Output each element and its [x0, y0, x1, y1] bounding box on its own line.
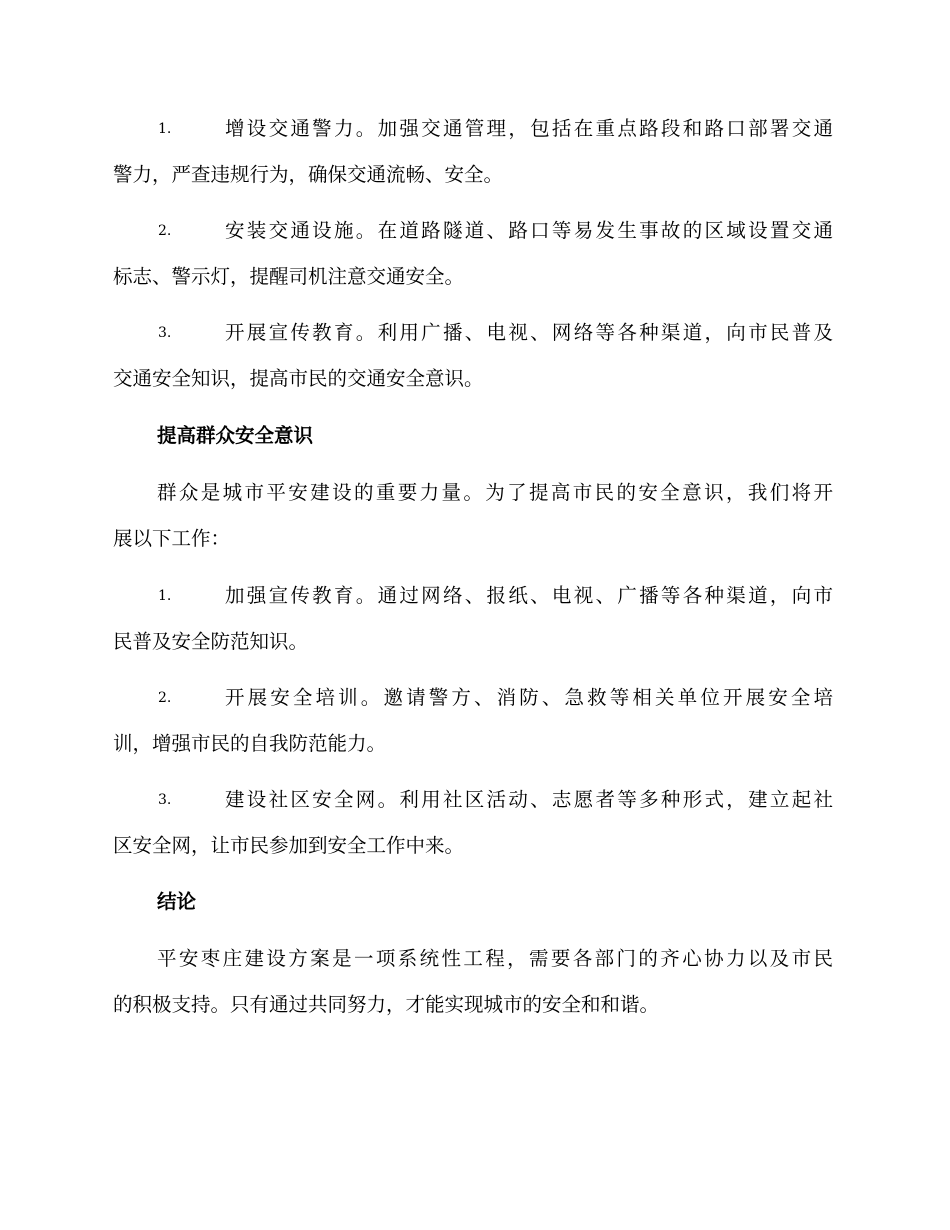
list-item-text-line2: 警力，严查违规行为，确保交通流畅、安全。 [113, 163, 504, 186]
list-number: 3. [158, 792, 172, 808]
list-item-text-line2: 区安全网，让市民参加到安全工作中来。 [113, 834, 465, 857]
paragraph-line1: 平安枣庄建设方案是一项系统性工程，需要各部门的齐心协力以及市民 [157, 947, 833, 970]
list-item-text-line2: 训，增强市民的自我防范能力。 [113, 732, 387, 755]
list-item-text-line2: 民普及安全防范知识。 [113, 630, 309, 653]
list-item-text-line2: 交通安全知识，提高市民的交通安全意识。 [113, 367, 484, 390]
list-number: 1. [158, 588, 172, 604]
list-number: 2. [158, 690, 172, 706]
paragraph-line2: 展以下工作： [113, 527, 231, 550]
list-item-text-line1: 安装交通设施。在道路隧道、路口等易发生事故的区域设置交通 [225, 219, 833, 242]
list-number: 3. [158, 325, 172, 341]
list-item-text-line1: 建设社区安全网。利用社区活动、志愿者等多种形式，建立起社 [225, 788, 833, 811]
awareness-intro-paragraph [113, 470, 833, 562]
list-item-text-line1: 开展宣传教育。利用广播、电视、网络等各种渠道，向市民普及 [225, 321, 833, 344]
awareness-item-2 [113, 675, 833, 767]
awareness-item-1 [113, 573, 833, 665]
section-heading-awareness: 提高群众安全意识 [157, 424, 314, 447]
awareness-item-3 [113, 777, 833, 869]
traffic-item-2 [113, 208, 833, 300]
list-item-text-line2: 标志、警示灯，提醒司机注意交通安全。 [113, 265, 465, 288]
traffic-item-3 [113, 310, 833, 402]
list-item-text-line1: 开展安全培训。邀请警方、消防、急救等相关单位开展安全培 [225, 686, 833, 709]
list-number: 2. [158, 223, 172, 239]
conclusion-paragraph [113, 936, 833, 1028]
paragraph-line2: 的积极支持。只有通过共同努力，才能实现城市的安全和和谐。 [113, 993, 660, 1016]
list-item-text-line1: 加强宣传教育。通过网络、报纸、电视、广播等各种渠道，向市 [225, 584, 833, 607]
list-item-text-line1: 增设交通警力。加强交通管理，包括在重点路段和路口部署交通 [225, 117, 833, 140]
section-heading-conclusion: 结论 [157, 890, 197, 913]
paragraph-line1: 群众是城市平安建设的重要力量。为了提高市民的安全意识，我们将开 [157, 481, 833, 504]
traffic-item-1 [113, 106, 833, 198]
list-number: 1. [158, 121, 172, 137]
